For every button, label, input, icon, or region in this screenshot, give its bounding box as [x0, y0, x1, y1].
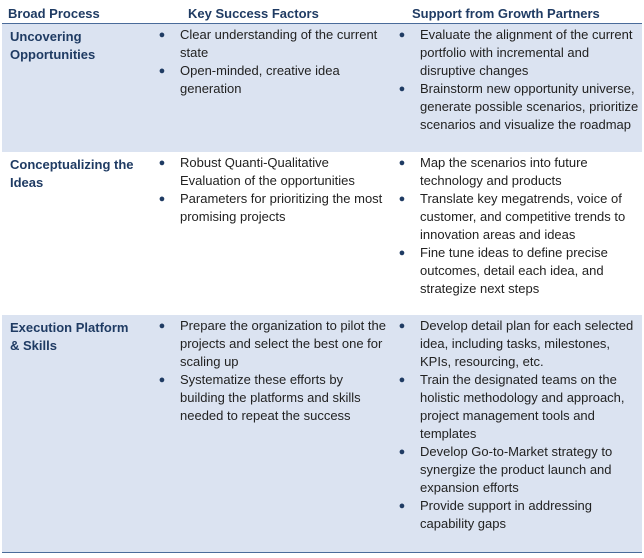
list-item: [152, 62, 390, 98]
table-row-execution-platform: [2, 315, 642, 552]
list-item-text: Systematize these efforts by building the platforms and skills needed to repeat the success: [180, 372, 361, 423]
list-item: [392, 443, 642, 497]
list-item-text: Translate key megatrends, voice of customer, and competitive trends to innovation areas and ideas: [420, 191, 626, 242]
bullet-icon: ●: [398, 500, 406, 512]
table-row-uncovering-opportunities: [2, 24, 642, 152]
key-success-factors-list: [152, 154, 390, 226]
process-label: Conceptualizing the Ideas: [10, 157, 134, 190]
bullet-icon: ●: [158, 193, 166, 205]
bullet-icon: ●: [158, 157, 166, 169]
list-item-text: Evaluate the alignment of the current portfolio with incremental and disruptive changes: [420, 27, 633, 78]
key-success-factors-list: [152, 317, 390, 425]
bullet-icon: ●: [158, 374, 166, 386]
list-item: [392, 26, 642, 80]
table-bottom-border: [2, 552, 642, 553]
growth-process-table: [2, 2, 642, 554]
bullet-icon: ●: [398, 83, 406, 95]
list-item: [392, 497, 642, 533]
list-item: [392, 190, 642, 244]
bullet-icon: ●: [398, 193, 406, 205]
table-row-conceptualizing-ideas: [2, 152, 642, 315]
bullet-icon: ●: [398, 446, 406, 458]
process-label: Execution Platform & Skills: [10, 320, 129, 353]
support-list: [392, 317, 642, 533]
list-item-text: Develop detail plan for each selected idea, including tasks, milestones, KPIs, resourcing, etc.: [420, 318, 634, 369]
bullet-icon: ●: [158, 29, 166, 41]
list-item: [152, 154, 390, 190]
table-header: [2, 2, 642, 24]
list-item-text: Clear understanding of the current state: [180, 27, 378, 60]
bullet-icon: ●: [158, 65, 166, 77]
bullet-icon: ●: [398, 157, 406, 169]
process-label: Uncovering Opportunities: [10, 29, 96, 62]
header-key-success-factors: Key Success Factors: [188, 6, 319, 21]
list-item-text: Map the scenarios into future technology and products: [420, 155, 588, 188]
list-item: [392, 317, 642, 371]
list-item: [392, 244, 642, 298]
list-item: [152, 371, 390, 425]
support-list: [392, 154, 642, 298]
list-item: [152, 317, 390, 371]
list-item-text: Robust Quanti-Qualitative Evaluation of the opportunities: [180, 155, 355, 188]
list-item-text: Brainstorm new opportunity universe, generate possible scenarios, prioritize scenarios and visualize the roadmap: [420, 81, 639, 132]
list-item: [392, 154, 642, 190]
list-item-text: Develop Go-to-Market strategy to synergize the product launch and expansion efforts: [420, 444, 613, 495]
key-success-factors-list: [152, 26, 390, 98]
list-item-text: Parameters for prioritizing the most promising projects: [180, 191, 383, 224]
support-list: [392, 26, 642, 134]
header-broad-process: Broad Process: [8, 6, 100, 21]
header-support-growth-partners: Support from Growth Partners: [412, 6, 600, 21]
list-item-text: Fine tune ideas to define precise outcomes, detail each idea, and strategize next steps: [420, 245, 608, 296]
list-item: [152, 190, 390, 226]
list-item-text: Prepare the organization to pilot the projects and select the best one for scaling up: [180, 318, 386, 369]
bullet-icon: ●: [398, 320, 406, 332]
bullet-icon: ●: [398, 374, 406, 386]
list-item: [392, 80, 642, 134]
list-item-text: Provide support in addressing capability gaps: [420, 498, 592, 531]
bullet-icon: ●: [398, 247, 406, 259]
bullet-icon: ●: [398, 29, 406, 41]
list-item: [152, 26, 390, 62]
list-item: [392, 371, 642, 443]
list-item-text: Open-minded, creative idea generation: [180, 63, 340, 96]
bullet-icon: ●: [158, 320, 166, 332]
list-item-text: Train the designated teams on the holistic methodology and approach, project management tools and templates: [420, 372, 625, 441]
